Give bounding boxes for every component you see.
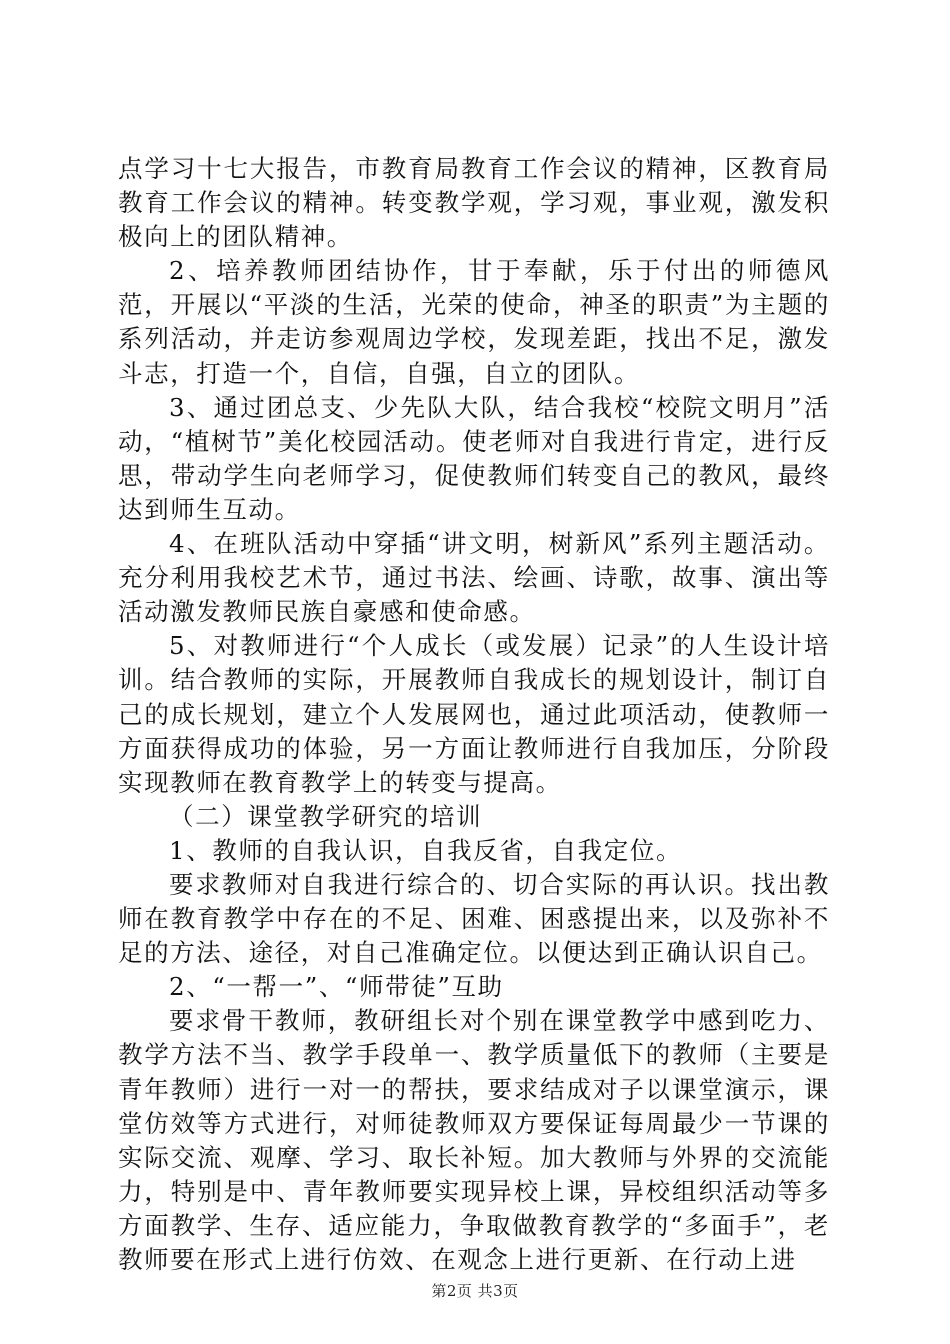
document-body	[118, 152, 830, 1277]
subsection-heading-1: 1、教师的自我认识，自我反省，自我定位。	[169, 835, 683, 865]
paragraph-item-2: 2、培养教师团结协作，甘于奉献，乐于付出的师德风范，开展以“平淡的生活，光荣的使命，神圣的职责”为主题的系列活动，并走访参观周边学校，发现差距，找出不足，激发斗志，打造一个，自信，自强，自立的团队。	[118, 256, 830, 388]
paragraph-item-5: 5、对教师进行“个人成长（或发展）记录”的人生设计培训。结合教师的实际，开展教师自我成长的规划设计，制订自己的成长规划，建立个人发展网也，通过此项活动，使教师一方面获得成功的体验，另一方面让教师进行自我加压，分阶段实现教师在教育教学上的转变与提高。	[118, 631, 830, 797]
paragraph-self-awareness: 要求教师对自我进行综合的、切合实际的再认识。找出教师在教育教学中存在的不足、困难、困惑提出来，以及弥补不足的方法、途径，对自己准确定位。以便达到正确认识自己。	[118, 869, 830, 968]
page-footer: 第2页 共3页	[431, 1282, 519, 1300]
section-heading: （二）课堂教学研究的培训	[169, 801, 483, 831]
paragraph-item-4: 4、在班队活动中穿插“讲文明，树新风”系列主题活动。充分利用我校艺术节，通过书法、绘画、诗歌，故事、演出等活动激发教师民族自豪感和使命感。	[118, 529, 830, 627]
paragraph-mentoring: 要求骨干教师，教研组长对个别在课堂教学中感到吃力、教学方法不当、教学手段单一、教学质量低下的教师（主要是青年教师）进行一对一的帮扶，要求结成对子以课堂演示，课堂仿效等方式进行，对师徒教师双方要保证每周最少一节课的实际交流、观摩、学习、取长补短。加大教师与外界的交流能力，特别是中、青年教师要实现异校上课，异校组织活动等多方面教学、生存、适应能力，争取做教育教学的“多面手”，老教师要在形式上进行仿效、在观念上进行更新、在行动上进	[118, 1006, 830, 1274]
paragraph-continuation: 点学习十七大报告，市教育局教育工作会议的精神，区教育局教育工作会议的精神。转变教学观，学习观，事业观，激发积极向上的团队精神。	[118, 154, 830, 252]
paragraph-item-3: 3、通过团总支、少先队大队，结合我校“校院文明月”活动，“植树节”美化校园活动。使老师对自我进行肯定，进行反思，带动学生向老师学习，促使教师们转变自己的教风，最终达到师生互动。	[118, 392, 830, 524]
subsection-heading-2: 2、“一帮一”、“师带徒”互助	[169, 972, 504, 1002]
